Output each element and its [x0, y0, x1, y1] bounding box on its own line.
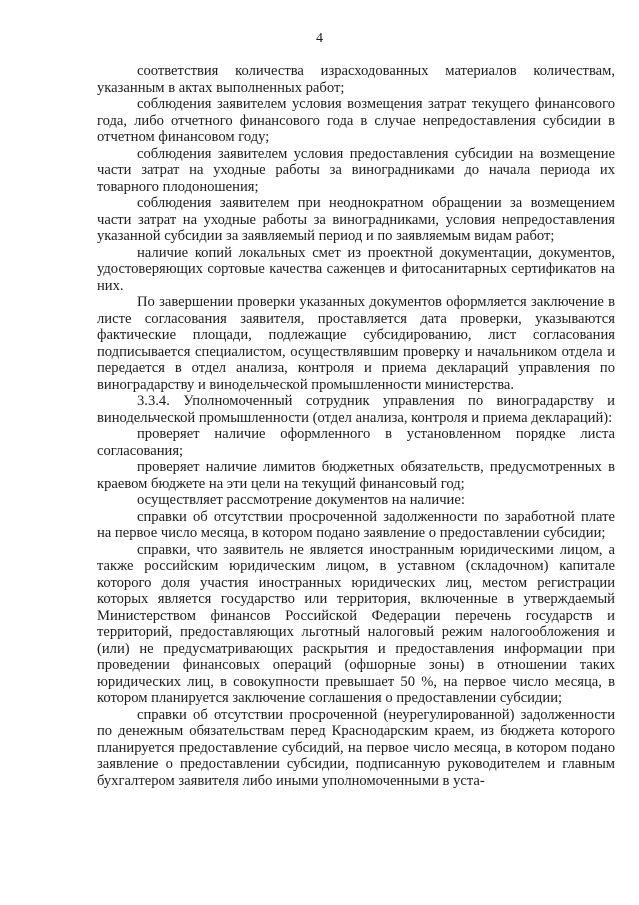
paragraph: справки об отсутствии просроченной задолженности по заработной плате на первое число месяца, в котором подано заявление о предоставлении субсидии; — [97, 508, 615, 541]
paragraph: справки об отсутствии просроченной (неурегулированной) задолженности по денежным обязательствам перед Краснодарским краем, из бюджета которого планируется предоставление субсидий, на первое число месяца, в котором подано заявление о предоставлении субсидии, подписанную руководителем и главным бухгалтером заявителя либо иными уполномоченными в уста- — [97, 706, 615, 789]
paragraph: соблюдения заявителем условия возмещения затрат текущего финансового года, либо отчетного финансового года в случае непредоставления субсидии в отчетном финансовом году; — [97, 96, 615, 145]
paragraph: соблюдения заявителем условия предоставления субсидии на возмещение части затрат на уходные работы за виноградниками до начала периода их товарного плодоношения; — [97, 145, 615, 195]
paragraph: наличие копий локальных смет из проектной документации, документов, удостоверяющих сортовые качества саженцев и фитосанитарных сертификатов на них. — [97, 244, 615, 294]
paragraph: справки, что заявитель не является иностранным юридическими лицом, а также российским юридическим лицом, в уставном (складочном) капитале которого доля участия иностранных юридических лиц, местом регистрации которых является государство или территория, включенные в утверждаемый Министерством финансов Российской Федерации перечень государств и территорий, предоставляющих льготный налоговый режим налогообложения и (или) не предусматривающих раскрытия и предоставления информации при проведении финансовых операций (офшорные зоны) в отношении таких юридических лиц, в совокупности превышает 50 %, на первое число месяца, в котором планируется заключение соглашения о предоставлении субсидии; — [97, 541, 615, 706]
paragraph: осуществляет рассмотрение документов на наличие: — [137, 492, 465, 508]
paragraph: проверяет наличие оформленного в установленном порядке листа согласования; — [97, 426, 615, 459]
paragraph: проверяет наличие лимитов бюджетных обязательств, предусмотренных в краевом бюджете на эти цели на текущий финансовый год; — [97, 459, 615, 492]
document-body — [97, 63, 615, 789]
paragraph: соответствия количества израсходованных материалов количествам, указанным в актах выполненных работ; — [97, 63, 615, 96]
paragraph: соблюдения заявителем при неоднократном обращении за возмещением части затрат на уходные работы за виноградниками, условия непредоставления указанной субсидии за заявляемый период и по заявляемым видам работ; — [97, 195, 615, 244]
paragraph: 3.3.4. Уполномоченный сотрудник управления по виноградарству и винодельческой промышленности (отдел анализа, контроля и приема деклараций): — [97, 393, 615, 426]
paragraph: По завершении проверки указанных документов оформляется заключение в листе согласования заявителя, проставляется дата проверки, указываются фактические площади, подлежащие субсидированию, лист согласования подписывается специалистом, осуществлявшим проверку и начальником отдела и передается в отдел анализа, контроля и приема деклараций управления по виноградарству и винодельческой промышленности министерства. — [97, 294, 615, 393]
page-number: 4 — [316, 31, 323, 46]
